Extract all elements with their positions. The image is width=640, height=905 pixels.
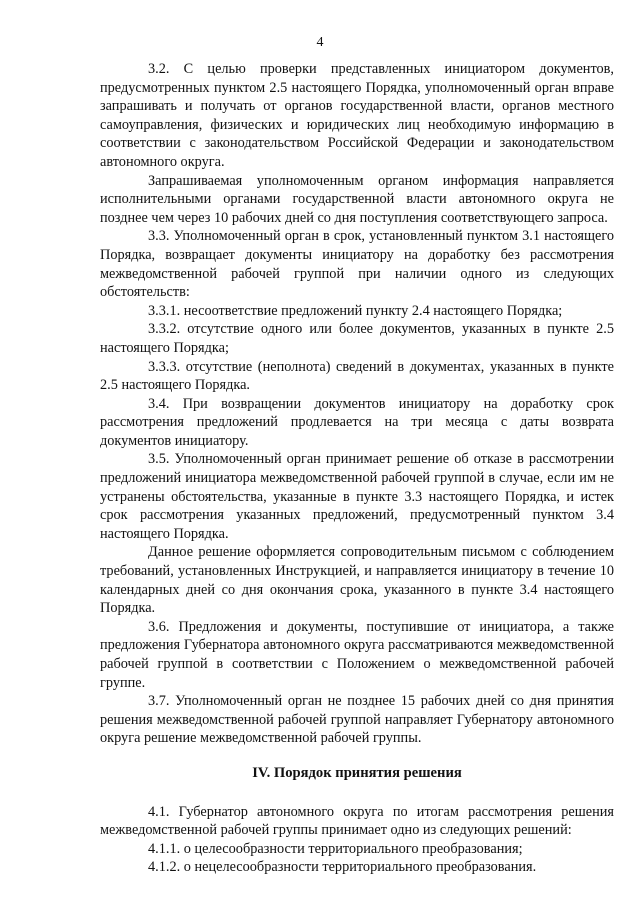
paragraph-3-3: 3.3. Уполномоченный орган в срок, установленный пунктом 3.1 настоящего Порядка, возвращает документы инициатору на доработку без рассмотрения межведомственной рабочей группой при наличии одного из следующих обстоятельств:	[100, 228, 614, 301]
page-number: 4	[316, 35, 324, 50]
paragraph-4-1-2: 4.1.2. о нецелесообразности территориального преобразования.	[148, 859, 537, 876]
paragraph-3-3-1: 3.3.1. несоответствие предложений пункту 2.4 настоящего Порядка;	[148, 302, 563, 319]
section-heading: IV. Порядок принятия решения	[252, 764, 462, 781]
paragraph-3-7: 3.7. Уполномоченный орган не позднее 15 рабочих дней со дня принятия решения межведомственной рабочей группой направляет Губернатору автономного округа решение межведомственной рабочей группы.	[100, 693, 614, 747]
paragraph-3-4: 3.4. При возвращении документов инициатору на доработку срок рассмотрения предложений продлевается на три месяца с даты возврата документов инициатору.	[100, 395, 614, 449]
paragraph-3-2: 3.2. С целью проверки представленных инициатором документов, предусмотренных пунктом 2.5 настоящего Порядка, уполномоченный орган вправе запрашивать и получать от органов государственной власти, органов местного самоуправления, физических и юридических лиц необходимую информацию в соответствии с законодательством Российской Федерации и законодательством автономного округа.	[100, 61, 614, 170]
paragraph-3-3-2: 3.3.2. отсутствие одного или более документов, указанных в пункте 2.5 настоящего Порядка;	[100, 321, 614, 356]
paragraph-3-6: 3.6. Предложения и документы, поступившие от инициатора, а также предложения Губернатора автономного округа рассматриваются межведомственной рабочей группой в соответствии с Положением о межведомственной рабочей группе.	[100, 618, 614, 691]
document-body	[100, 60, 614, 877]
paragraph-3-3-3: 3.3.3. отсутствие (неполнота) сведений в документах, указанных в пункте 2.5 настоящего Порядка.	[100, 358, 614, 394]
paragraph-3-5: 3.5. Уполномоченный орган принимает решение об отказе в рассмотрении предложений инициатора межведомственной рабочей группой в случае, если им не устранены обстоятельства, указанные в пункте 3.3 настоящего Порядка, и истек срок рассмотрения указанных предложений, предусмотренный пунктом 3.4 настоящего Порядка.	[100, 451, 614, 542]
paragraph-3-5-decision: Данное решение оформляется сопроводительным письмом с соблюдением требований, установленных Инструкцией, и направляется инициатору в течение 10 календарных дней со дня окончания срока, указанного в пункте 3.4 настоящего Порядка.	[100, 544, 614, 617]
paragraph-3-2-request: Запрашиваемая уполномоченным органом информация направляется исполнительными органами государственной власти автономного округа не позднее чем через 10 рабочих дней со дня поступления соответствующего запроса.	[100, 172, 614, 226]
paragraph-4-1-1: 4.1.1. о целесообразности территориального преобразования;	[148, 840, 523, 857]
paragraph-4-1: 4.1. Губернатор автономного округа по итогам рассмотрения решения межведомственной рабочей группы принимает одно из следующих решений:	[100, 803, 614, 839]
